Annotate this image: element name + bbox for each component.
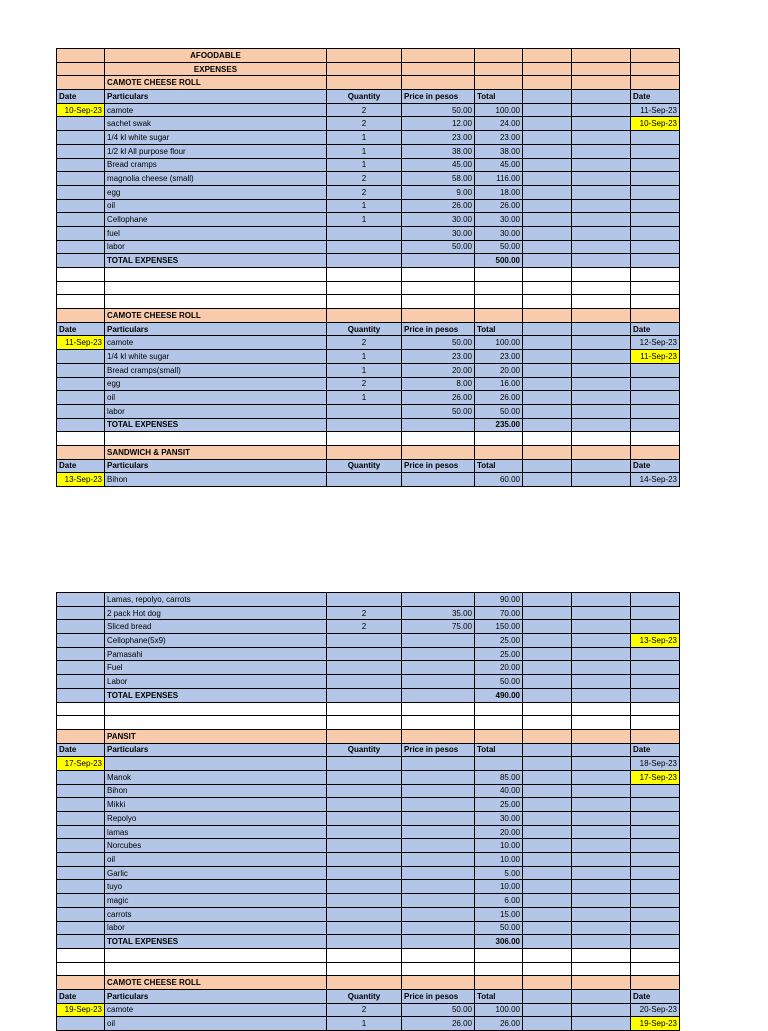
item-qty: 2 xyxy=(327,172,402,186)
item-name: Lamas, repolyo, carrots xyxy=(105,593,327,607)
item-total: 24.00 xyxy=(475,117,523,131)
side-date: 14-Sep-23 xyxy=(631,473,680,487)
section-title: CAMOTE CHEESE ROLL xyxy=(105,76,327,90)
item-name: egg xyxy=(105,377,327,391)
side-date: 10-Sep-23 xyxy=(631,117,680,131)
particulars-header: Particulars xyxy=(105,989,327,1003)
item-total: 50.00 xyxy=(475,675,523,689)
item-qty: 2 xyxy=(327,117,402,131)
total-expenses-label: TOTAL EXPENSES xyxy=(105,418,327,432)
item-price: 20.00 xyxy=(402,363,475,377)
item-total: 25.00 xyxy=(475,634,523,648)
item-total: 26.00 xyxy=(475,1017,523,1031)
item-name: Pamasahi xyxy=(105,647,327,661)
date-header: Date xyxy=(57,989,105,1003)
item-total: 20.00 xyxy=(475,363,523,377)
quantity-header: Quantity xyxy=(327,90,402,104)
item-total: 100.00 xyxy=(475,336,523,350)
total-expenses-value: 490.00 xyxy=(475,688,523,702)
item-total: 150.00 xyxy=(475,620,523,634)
sheet-title: AFOODABLE xyxy=(105,49,327,63)
item-total: 70.00 xyxy=(475,606,523,620)
entry-date: 10-Sep-23 xyxy=(57,103,105,117)
item-qty: 1 xyxy=(327,213,402,227)
item-qty: 1 xyxy=(327,350,402,364)
date2-header: Date xyxy=(631,459,680,473)
price-header: Price in pesos xyxy=(402,989,475,1003)
item-name: labor xyxy=(105,921,327,935)
total-expenses-label: TOTAL EXPENSES xyxy=(105,935,327,949)
item-total: 25.00 xyxy=(475,647,523,661)
item-name: Bread cramps(small) xyxy=(105,363,327,377)
item-total: 50.00 xyxy=(475,921,523,935)
item-name: magic xyxy=(105,894,327,908)
item-qty: 2 xyxy=(327,103,402,117)
item-price: 50.00 xyxy=(402,404,475,418)
item-qty: 1 xyxy=(327,1017,402,1031)
section-title: CAMOTE CHEESE ROLL xyxy=(105,976,327,990)
item-total: 30.00 xyxy=(475,213,523,227)
item-qty xyxy=(327,404,402,418)
total-header: Total xyxy=(475,322,523,336)
price-header: Price in pesos xyxy=(402,743,475,757)
total-header: Total xyxy=(475,459,523,473)
item-qty: 2 xyxy=(327,336,402,350)
item-name: camote xyxy=(105,1003,327,1017)
item-total: 116.00 xyxy=(475,172,523,186)
item-total: 20.00 xyxy=(475,661,523,675)
item-total: 16.00 xyxy=(475,377,523,391)
item-total: 100.00 xyxy=(475,1003,523,1017)
item-price: 30.00 xyxy=(402,226,475,240)
side-date: 12-Sep-23 xyxy=(631,336,680,350)
item-name: Labor xyxy=(105,675,327,689)
item-name: Cellophane xyxy=(105,213,327,227)
entry-date: 19-Sep-23 xyxy=(57,1003,105,1017)
entry-date: 17-Sep-23 xyxy=(57,757,105,771)
item-total: 15.00 xyxy=(475,907,523,921)
item-total: 10.00 xyxy=(475,880,523,894)
item-price: 12.00 xyxy=(402,117,475,131)
side-date: 11-Sep-23 xyxy=(631,350,680,364)
item-name: Cellophane(5x9) xyxy=(105,634,327,648)
quantity-header: Quantity xyxy=(327,459,402,473)
item-total: 50.00 xyxy=(475,404,523,418)
entry-date: 11-Sep-23 xyxy=(57,336,105,350)
item-name: magnolia cheese (small) xyxy=(105,172,327,186)
item-price: 26.00 xyxy=(402,199,475,213)
item-qty: 1 xyxy=(327,391,402,405)
item-name: 2 pack Hot dog xyxy=(105,606,327,620)
item-name: Bread cramps xyxy=(105,158,327,172)
item-qty: 2 xyxy=(327,1003,402,1017)
item-price: 23.00 xyxy=(402,350,475,364)
item-name: Bihon xyxy=(105,473,327,487)
item-name: oil xyxy=(105,199,327,213)
item-total: 25.00 xyxy=(475,798,523,812)
item-price: 38.00 xyxy=(402,144,475,158)
item-price: 35.00 xyxy=(402,606,475,620)
item-name: 1/4 kl white sugar xyxy=(105,350,327,364)
item-name: Manok xyxy=(105,770,327,784)
item-qty: 2 xyxy=(327,606,402,620)
date-header: Date xyxy=(57,90,105,104)
item-total: 23.00 xyxy=(475,131,523,145)
item-total: 38.00 xyxy=(475,144,523,158)
section-title: SANDWICH & PANSIT xyxy=(105,445,327,459)
total-expenses-value: 306.00 xyxy=(475,935,523,949)
item-total: 100.00 xyxy=(475,103,523,117)
item-name: 1/2 kl All purpose flour xyxy=(105,144,327,158)
item-total: 90.00 xyxy=(475,593,523,607)
item-total: 85.00 xyxy=(475,770,523,784)
item-name: oil xyxy=(105,391,327,405)
item-price: 50.00 xyxy=(402,336,475,350)
quantity-header: Quantity xyxy=(327,989,402,1003)
total-expenses-value: 500.00 xyxy=(475,254,523,268)
price-header: Price in pesos xyxy=(402,459,475,473)
item-name: egg xyxy=(105,185,327,199)
item-price: 50.00 xyxy=(402,1003,475,1017)
item-total: 23.00 xyxy=(475,350,523,364)
item-name: Norcubes xyxy=(105,839,327,853)
item-name: fuel xyxy=(105,226,327,240)
item-name: carrots xyxy=(105,907,327,921)
item-qty xyxy=(327,240,402,254)
particulars-header: Particulars xyxy=(105,743,327,757)
item-name: Mikki xyxy=(105,798,327,812)
item-total: 50.00 xyxy=(475,240,523,254)
side-date: 20-Sep-23 xyxy=(631,1003,680,1017)
item-name: Repolyo xyxy=(105,812,327,826)
item-total: 6.00 xyxy=(475,894,523,908)
total-expenses-label: TOTAL EXPENSES xyxy=(105,254,327,268)
expense-sheet-bottom xyxy=(56,592,680,1031)
item-price: 50.00 xyxy=(402,240,475,254)
item-qty: 1 xyxy=(327,158,402,172)
item-total: 45.00 xyxy=(475,158,523,172)
side-date: 13-Sep-23 xyxy=(631,634,680,648)
item-price: 75.00 xyxy=(402,620,475,634)
price-header: Price in pesos xyxy=(402,322,475,336)
item-name: tuyo xyxy=(105,880,327,894)
date2-header: Date xyxy=(631,322,680,336)
total-expenses-label: TOTAL EXPENSES xyxy=(105,688,327,702)
item-total: 40.00 xyxy=(475,784,523,798)
item-name: sachet swak xyxy=(105,117,327,131)
price-header: Price in pesos xyxy=(402,90,475,104)
date-header: Date xyxy=(57,322,105,336)
item-price: 45.00 xyxy=(402,158,475,172)
item-qty: 1 xyxy=(327,144,402,158)
item-name: 1/4 kl white sugar xyxy=(105,131,327,145)
item-total: 5.00 xyxy=(475,866,523,880)
side-date: 19-Sep-23 xyxy=(631,1017,680,1031)
item-qty: 2 xyxy=(327,185,402,199)
section-title: CAMOTE CHEESE ROLL xyxy=(105,309,327,323)
item-name: Bihon xyxy=(105,784,327,798)
item-total: 30.00 xyxy=(475,812,523,826)
date-header: Date xyxy=(57,743,105,757)
item-price: 23.00 xyxy=(402,131,475,145)
item-total: 18.00 xyxy=(475,185,523,199)
date2-header: Date xyxy=(631,743,680,757)
date2-header: Date xyxy=(631,90,680,104)
item-total: 26.00 xyxy=(475,391,523,405)
item-total: 20.00 xyxy=(475,825,523,839)
date2-header: Date xyxy=(631,989,680,1003)
particulars-header: Particulars xyxy=(105,459,327,473)
item-name: labor xyxy=(105,404,327,418)
item-name: Garlic xyxy=(105,866,327,880)
item-total: 60.00 xyxy=(475,473,523,487)
item-qty: 1 xyxy=(327,199,402,213)
item-qty: 1 xyxy=(327,131,402,145)
item-qty: 1 xyxy=(327,363,402,377)
item-price: 30.00 xyxy=(402,213,475,227)
item-price: 9.00 xyxy=(402,185,475,199)
total-header: Total xyxy=(475,90,523,104)
item-name: oil xyxy=(105,853,327,867)
item-price: 8.00 xyxy=(402,377,475,391)
total-expenses-value: 235.00 xyxy=(475,418,523,432)
date-header: Date xyxy=(57,459,105,473)
side-date: 11-Sep-23 xyxy=(631,103,680,117)
item-total: 26.00 xyxy=(475,199,523,213)
total-header: Total xyxy=(475,989,523,1003)
item-name: lamas xyxy=(105,825,327,839)
item-price: 26.00 xyxy=(402,1017,475,1031)
section-title: PANSIT xyxy=(105,729,327,743)
item-price: 26.00 xyxy=(402,391,475,405)
particulars-header: Particulars xyxy=(105,90,327,104)
particulars-header: Particulars xyxy=(105,322,327,336)
item-name: labor xyxy=(105,240,327,254)
quantity-header: Quantity xyxy=(327,322,402,336)
item-price: 58.00 xyxy=(402,172,475,186)
item-name: camote xyxy=(105,336,327,350)
item-price: 50.00 xyxy=(402,103,475,117)
side-date: 17-Sep-23 xyxy=(631,770,680,784)
side-date: 18-Sep-23 xyxy=(631,757,680,771)
item-name: Sliced bread xyxy=(105,620,327,634)
item-name: oil xyxy=(105,1017,327,1031)
item-name: camote xyxy=(105,103,327,117)
item-qty xyxy=(327,226,402,240)
item-qty: 2 xyxy=(327,377,402,391)
item-name: Fuel xyxy=(105,661,327,675)
sheet-subtitle: EXPENSES xyxy=(105,62,327,76)
item-qty: 2 xyxy=(327,620,402,634)
entry-date: 13-Sep-23 xyxy=(57,473,105,487)
item-total: 10.00 xyxy=(475,853,523,867)
item-total: 10.00 xyxy=(475,839,523,853)
quantity-header: Quantity xyxy=(327,743,402,757)
expense-sheet-top xyxy=(56,48,680,487)
item-total: 30.00 xyxy=(475,226,523,240)
total-header: Total xyxy=(475,743,523,757)
